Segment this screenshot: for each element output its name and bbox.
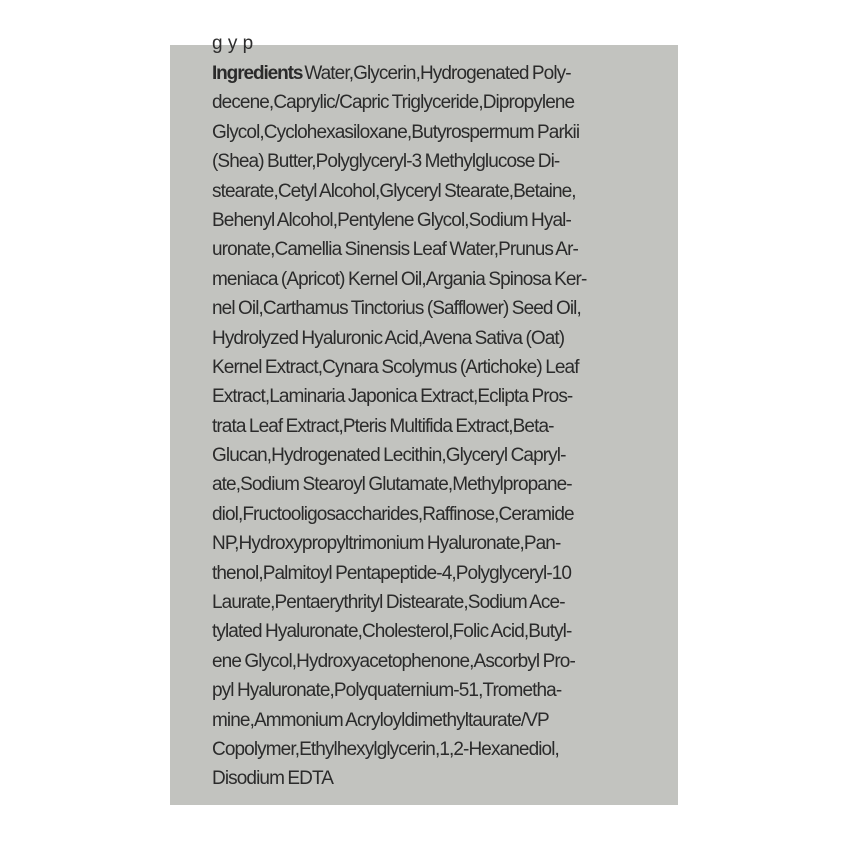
ingredients-line (212, 265, 652, 294)
ingredients-line-text: trata Leaf Extract,Pteris Multifida Extract,Beta- (212, 415, 554, 437)
ingredients-line-text: pyl Hyaluronate,Polyquaternium-51,Trometha- (212, 680, 562, 702)
ingredients-line-text: Disodium EDTA (212, 768, 334, 790)
ingredients-line (212, 206, 652, 235)
ingredients-line (212, 559, 652, 588)
ingredients-line (212, 294, 652, 323)
ingredients-line (212, 470, 652, 499)
ingredients-text-block (212, 59, 652, 794)
ingredients-line (212, 617, 652, 646)
ingredients-line-text: Glycol,Cyclohexasiloxane,Butyrospermum Parkii (212, 121, 580, 143)
ingredients-line-text: ene Glycol,Hydroxyacetophenone,Ascorbyl Pro- (212, 650, 575, 672)
ingredients-line (212, 735, 652, 764)
ingredients-line (212, 88, 652, 117)
ingredients-line-text: Extract,Laminaria Japonica Extract,Eclipta Pros- (212, 386, 573, 408)
ingredients-heading: Ingredients (212, 63, 303, 84)
ingredients-line (212, 529, 652, 558)
ingredients-label-panel (170, 33, 678, 805)
ingredients-line-text: Laurate,Pentaerythrityl Distearate,Sodium Ace- (212, 592, 565, 614)
ingredients-line (212, 764, 652, 793)
ingredients-line (212, 588, 652, 617)
cropped-text-line: g y p (212, 33, 254, 54)
ingredients-line-text: meniaca (Apricot) Kernel Oil,Argania Spinosa Ker- (212, 268, 587, 290)
ingredients-line-text: ate,Sodium Stearoyl Glutamate,Methylpropane- (212, 474, 572, 496)
ingredients-line-text: diol,Fructooligosaccharides,Raffinose,Ceramide (212, 503, 574, 525)
ingredients-line-text: Glucan,Hydrogenated Lecithin,Glyceryl Capryl- (212, 445, 566, 467)
ingredients-line-text: Behenyl Alcohol,Pentylene Glycol,Sodium Hyal- (212, 209, 571, 231)
ingredients-line (212, 324, 652, 353)
ingredients-line-text: stearate,Cetyl Alcohol,Glyceryl Stearate,Betaine, (212, 180, 576, 202)
ingredients-line (212, 382, 652, 411)
ingredients-line (212, 676, 652, 705)
ingredients-line (212, 353, 652, 382)
ingredients-line (212, 177, 652, 206)
ingredients-line-text: thenol,Palmitoyl Pentapeptide-4,Polyglyceryl-10 (212, 562, 572, 584)
ingredients-line-text: Copolymer,Ethylhexylglycerin,1,2-Hexanediol, (212, 738, 559, 760)
ingredients-line (212, 441, 652, 470)
ingredients-line (212, 706, 652, 735)
ingredients-line (212, 118, 652, 147)
ingredients-line (212, 59, 652, 88)
ingredients-line-text: uronate,Camellia Sinensis Leaf Water,Prunus Ar- (212, 239, 578, 261)
ingredients-line (212, 235, 652, 264)
ingredients-line-text: mine,Ammonium Acryloyldimethyltaurate/VP (212, 709, 549, 731)
ingredients-line (212, 647, 652, 676)
ingredients-line-text: (Shea) Butter,Polyglyceryl-3 Methylglucose Di- (212, 151, 560, 173)
ingredients-line-text: Water,Glycerin,Hydrogenated Poly- (304, 63, 571, 84)
ingredients-line-text: tylated Hyaluronate,Cholesterol,Folic Acid,Butyl- (212, 621, 572, 643)
ingredients-line (212, 147, 652, 176)
ingredients-line-text: Kernel Extract,Cynara Scolymus (Artichoke) Leaf (212, 356, 579, 378)
ingredients-line-text: Hydrolyzed Hyaluronic Acid,Avena Sativa (Oat) (212, 327, 565, 349)
ingredients-line-text: decene,Caprylic/Capric Triglyceride,Dipropylene (212, 92, 575, 114)
ingredients-line-text: nel Oil,Carthamus Tinctorius (Safflower) Seed Oil, (212, 298, 581, 320)
ingredients-line (212, 500, 652, 529)
ingredients-line (212, 412, 652, 441)
ingredients-line-text: NP,Hydroxypropyltrimonium Hyaluronate,Pan- (212, 533, 561, 555)
